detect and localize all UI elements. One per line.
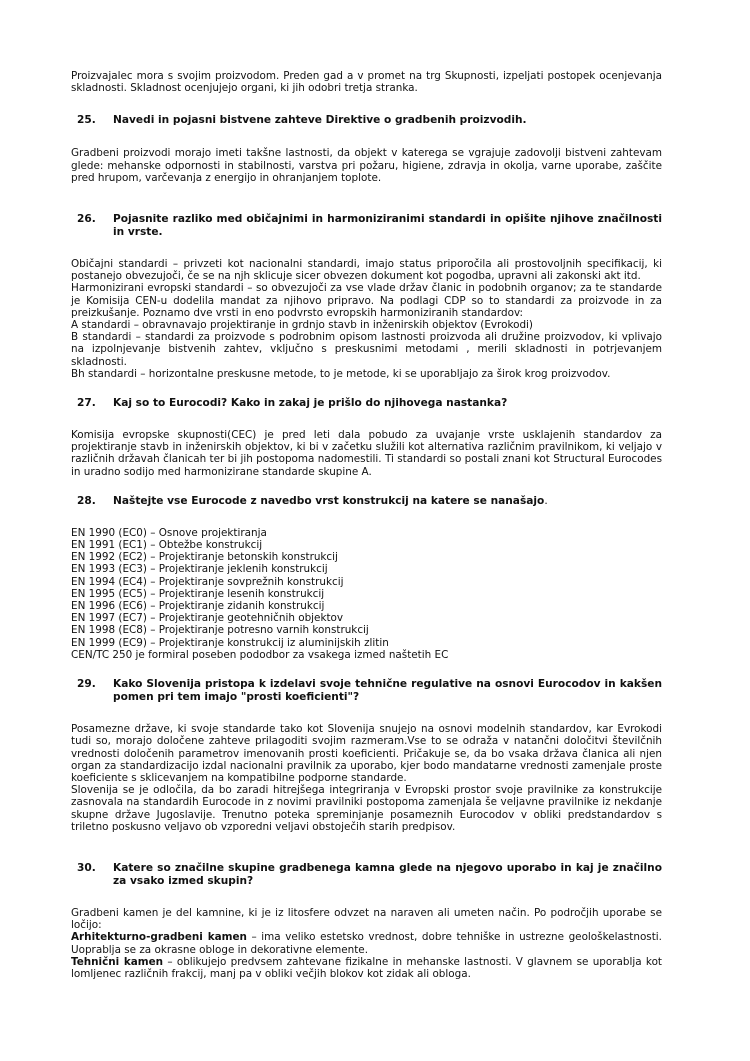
eurocode-item: EN 1998 (EC8) – Projektiranje potresno varnih konstrukcij [71,624,369,637]
question-text [113,495,662,508]
question-text: Katere so značilne skupine gradbenega kamna glede na njegovo uporabo in kaj je značilno za vsako izmed skupin? [113,861,662,887]
answer-30 [71,907,662,980]
answer-line: Bh standardi – horizontalne preskusne metode, to je metode, ki se uporabljajo za širok krog proizvodov. [71,367,611,380]
intro-paragraph: Proizvajalec mora s svojim proizvodom. Preden gad a v promet na trg Skupnosti, izpeljati postopek ocenjevanja skladnosti. Skladnost ocenjujejo organi, ki jih odobri tretja stranka. [71,70,662,95]
answer-line: Harmonizirani evropski standardi – so obvezujoči za vse vlade držav članic in podobnih organov; za te standarde je Komisija CEN-u dodelila mandat za njihovo pripravo. Na podlagi CDP so to standardi za proizvode in za preizkušanje. Poznamo dve vrsti in eno podvrsto evropskih harmoniziranih standardov: [71,282,662,319]
answer-26 [71,258,662,380]
stone-group-desc: – oblikujejo predvsem zahtevane fizikalne in mehanske lastnosti. V glavnem se uporablja kot lomljenec različnih frakcij, manj pa v obliki večjih blokov kot zidak ali obloga. [71,955,662,980]
eurocode-item: EN 1997 (EC7) – Projektiranje geotehničnih objektov [71,612,344,625]
stone-group-desc: – ima veliko estetsko vrednost, dobre tehniške in ustrezne geološkelastnosti. Uoprablja se za okrasne obloge in dekorativne elemente. [71,931,662,956]
stone-group [71,956,662,980]
question-text: Pojasnite razliko med običajnimi in harmoniziranimi standardi in opišite njihove značilnosti in vrste. [113,213,662,239]
document-page [71,70,662,980]
eurocode-item: EN 1992 (EC2) – Projektiranje betonskih konstrukcij [71,551,338,564]
question-number: 28. [77,494,96,507]
stone-group-term: Tehnični kamen [71,955,164,968]
answer-line: Običajni standardi – privzeti kot nacionalni standardi, imajo status priporočila ali prostovoljnih specifikacij, ki postanejo obvezujoči, če se na njh sklicuje sicer obvezen dokument kot pogodba, upravni ali zakonski akt itd. [71,258,662,283]
answer-27: Komisija evropske skupnosti(CEC) je pred leti dala pobudo za uvajanje vrste usklajenih standardov za projektiranje stavb in inženirskih objektov, ki bi v začetku služili kot alternativa različnim pravilnikom, ki veljajo v različnih državah članicah ter bi jih postopoma nadomestili. Ti standardi so postali znani kot Structural Eurocodes in uradno sodijo med harmonizirane standarde skupine A. [71,429,662,478]
question-30 [71,862,662,888]
question-27 [71,397,662,410]
question-text: Kaj so to Eurocodi? Kako in zakaj je prišlo do njihovega nastanka? [113,397,508,410]
eurocode-item: EN 1995 (EC5) – Projektiranje lesenih konstrukcij [71,587,325,600]
question-number: 26. [77,213,96,226]
eurocode-item: EN 1993 (EC3) – Projektiranje jeklenih konstrukcij [71,563,328,576]
question-28 [71,495,662,508]
answer-line: A standardi – obravnavajo projektiranje in grdnjo stavb in inženirskih objektov (Evrokodi) [71,319,533,332]
answer-intro: Gradbeni kamen je del kamnine, ki je iz litosfere odvzet na naraven ali umeten način. Po področjih uporabe se ločijo: [71,906,662,932]
question-25 [71,114,662,127]
question-text-bold: Naštejte vse Eurocode z navedbo vrst konstrukcij na katere se nanašajo [113,494,545,507]
question-26 [71,213,662,239]
eurocode-item: EN 1996 (EC6) – Projektiranje zidanih konstrukcij [71,600,325,613]
question-text: Navedi in pojasni bistvene zahteve Direktive o gradbenih proizvodih. [113,114,527,127]
answer-line: B standardi – standardi za proizvode s podrobnim opisom lastnosti proizvoda ali družine proizvodov, ki vplivajo na izpolnjevanje bistvenih zahtev, vključno s preskusnimi metodami , merili skladnosti in potrjevanjem skladnosti. [71,331,662,368]
eurocode-item: EN 1990 (EC0) – Osnove projektiranja [71,526,267,539]
answer-29 [71,723,662,833]
eurocode-item: EN 1991 (EC1) – Obtežbe konstrukcij [71,539,263,552]
question-number: 27. [77,397,96,410]
answer-line: Slovenija se je odločila, da bo zaradi hitrejšega integriranja v Evropski prostor svoje pravilnike za konstrukcije zasnovala na standardih Eurocode in z novimi pravilniki postopoma zamenjala še veljavne pravilnike iz nekdanje skupne države Jugoslavije. Trenutno poteka spreminjanje posameznih Eurocodov v obliki predstandardov s triletno poskusno veljavo ob vzporedni veljavi obstoječih starih predpisov. [71,784,662,833]
eurocode-item: EN 1999 (EC9) – Projektiranje konstrukcij iz aluminijskih zlitin [71,636,389,649]
question-number: 29. [77,678,96,691]
eurocode-note: CEN/TC 250 je formiral poseben pododbor za vsakega izmed naštetih EC [71,648,449,661]
question-text: Kako Slovenija pristopa k izdelavi svoje tehnične regulative na osnovi Eurocodov in kakšen pomen pri tem imajo "prosti koeficienti"? [113,678,662,704]
stone-group-term: Arhitekturno-gradbeni kamen [71,931,247,944]
answer-line: Posamezne države, ki svoje standarde tako kot Slovenija snujejo na osnovi modelnih standardov, kar Evrokodi tudi so, morajo določene zahteve prilagoditi svojim razmeram.Vse to se odraža v natančni določitvi številčnih vrednosti določenih parametrov imenovanih prosti koeficienti. Pričakuje se, da bo vsaka država članica ali njen organ za standardizacijo izdal nacionalni pravilnik za uporabo, kjer bodo mandatarne vrednosti zamenjale proste koeficiente s sklicevanjem na kompatibilne podporne standarde. [71,723,662,784]
eurocode-item: EN 1994 (EC4) – Projektiranje sovprežnih konstrukcij [71,575,344,588]
answer-25: Gradbeni proizvodi morajo imeti takšne lastnosti, da objekt v katerega se vgrajuje zadovolji bistveni zahtevam glede: mehanske odpornosti in stabilnosti, varstva pri požaru, higiene, zdravja in okolja, varne uporabe, zaščite pred hrupom, varčevanja z energijo in ohranjanjem toplote. [71,147,662,184]
question-suffix: . [544,494,548,507]
question-number: 25. [77,114,96,127]
stone-group [71,931,662,955]
eurocode-list [71,527,662,661]
question-number: 30. [77,861,96,874]
question-29 [71,678,662,704]
